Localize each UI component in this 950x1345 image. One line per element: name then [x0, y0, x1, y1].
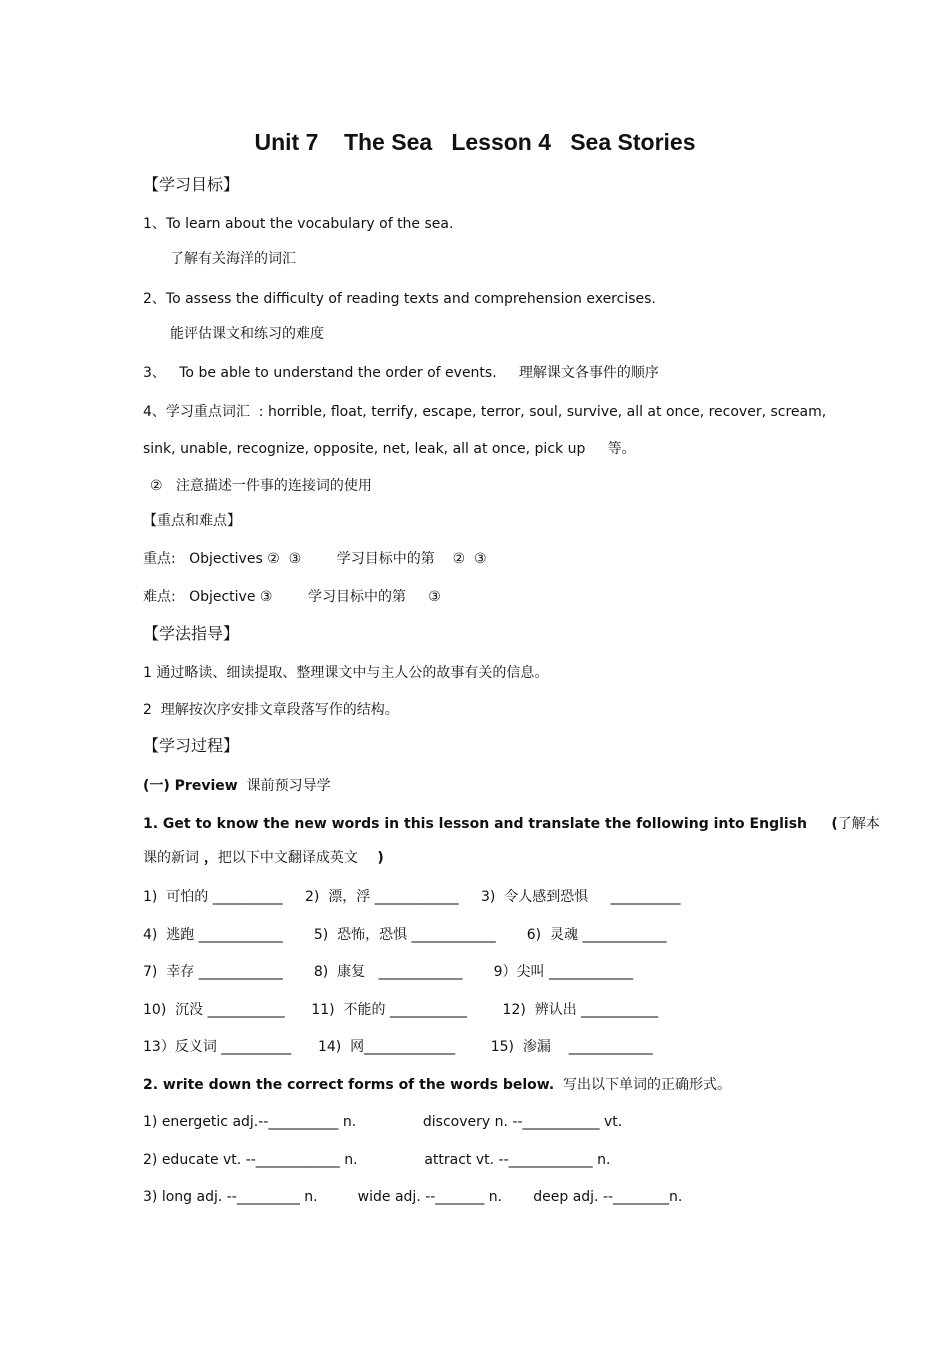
vocab-row-3: 7) 幸存 ____________ 8) 康复 ____________ 9）尖叫 ____________ [143, 964, 633, 980]
objective-4-line-2: sink, unable, recognize, opposite, net, leak, all at once, pick up 等。 [143, 441, 636, 457]
task-1-line-1 [143, 815, 880, 833]
vocab-row-1: 1) 可怕的 __________ 2) 漂，浮 ____________ 3) 令人感到恐惧 __________ [143, 889, 681, 905]
objective-1-cn: 了解有关海洋的词汇 [170, 251, 296, 267]
objective-4-line-1: 4、学习重点词汇 : horrible, float, terrify, escape, terror, soul, survive, all at once, recover, scream, [143, 404, 827, 420]
task-1-line-2-d: ) [357, 850, 384, 866]
task-2-cn: 写出以下单词的正确形式。 [554, 1077, 732, 1093]
objective-3: 3、 To be able to understand the order of events. 理解课文各事件的顺序 [143, 365, 659, 381]
task-1-line-2-b: ， [199, 850, 218, 866]
task-1-line-2-a: 课的新词 [143, 850, 199, 866]
key-point: 重点: Objectives ② ③ 学习目标中的第 ② ③ [143, 551, 487, 567]
vocab-row-5: 13）反义词 __________ 14) 网_____________ 15) 渗漏 ____________ [143, 1039, 653, 1055]
objective-4-note: ② 注意描述一件事的连接词的使用 [150, 478, 372, 494]
forms-row-3: 3) long adj. --_________ n. wide adj. --_______ n. deep adj. --________n. [143, 1189, 683, 1205]
preview-line [143, 777, 331, 795]
task-2-line [143, 1076, 731, 1094]
vocab-row-4: 10) 沉没 ___________ 11) 不能的 ___________ 12) 辨认出 ___________ [143, 1002, 659, 1018]
task-2-en: 2. write down the correct forms of the words below. [143, 1077, 555, 1093]
section-objectives-heading: 【学习目标】 [143, 175, 240, 194]
objective-1-en: 1、To learn about the vocabulary of the sea. [143, 216, 454, 232]
page-title: Unit 7 The Sea Lesson 4 Sea Stories [254, 129, 696, 155]
task-1-line-2-c: 把以下中文翻译成英文 [217, 850, 358, 866]
section-method-heading: 【学法指导】 [143, 624, 240, 643]
preview-label: (一) Preview [143, 778, 238, 794]
method-1: 1 通过略读、细读提取、整理课文中与主人公的故事有关的信息。 [143, 665, 549, 681]
forms-row-1: 1) energetic adj.--__________ n. discovery n. --___________ vt. [143, 1114, 623, 1130]
objective-2-en: 2、To assess the difficulty of reading texts and comprehension exercises. [143, 291, 656, 307]
difficult-point: 难点: Objective ③ 学习目标中的第 ③ [143, 589, 441, 605]
objective-2-cn: 能评估课文和练习的难度 [170, 326, 324, 342]
task-1-cn: 了解本 [837, 816, 880, 832]
task-1-line-2 [143, 849, 384, 867]
task-1-en: 1. Get to know the new words in this lesson and translate the following into English ( [143, 816, 838, 832]
method-2: 2 理解按次序安排文章段落写作的结构。 [143, 702, 399, 718]
forms-row-2: 2) educate vt. --____________ n. attract vt. --____________ n. [143, 1152, 611, 1168]
vocab-row-2: 4) 逃跑 ____________ 5) 恐怖，恐惧 ____________ 6) 灵魂 ____________ [143, 927, 667, 943]
section-key-heading: 【重点和难点】 [143, 513, 241, 529]
preview-cn: 课前预习导学 [246, 778, 331, 794]
section-process-heading: 【学习过程】 [143, 736, 240, 755]
